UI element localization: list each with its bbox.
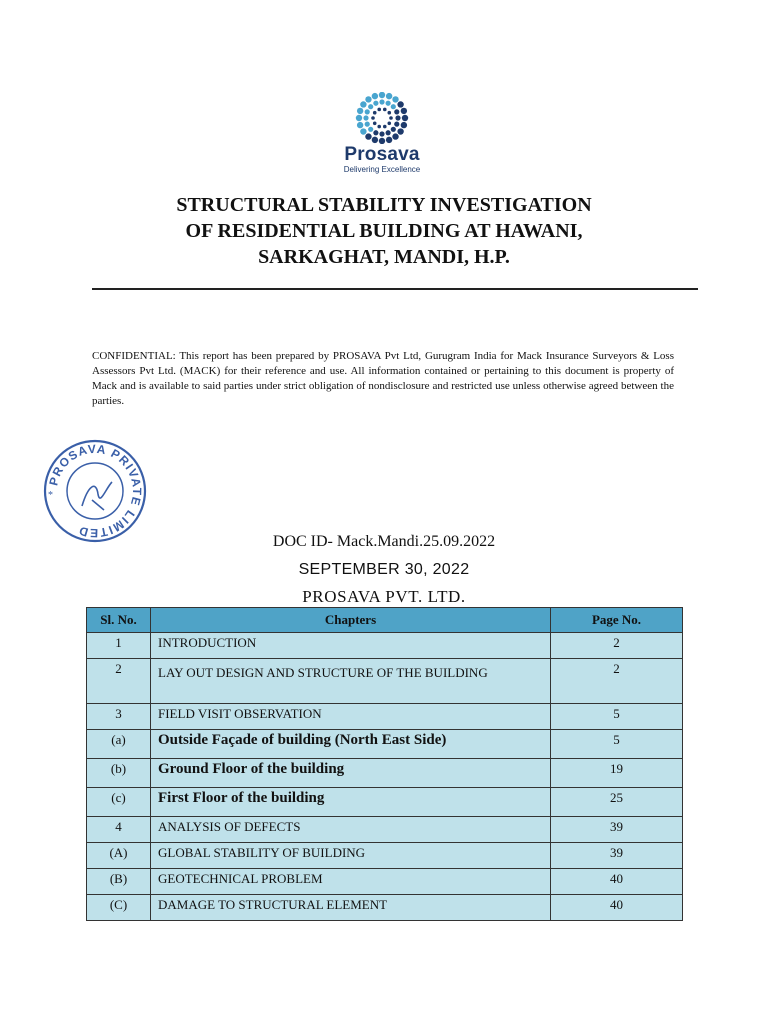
table-row <box>87 788 683 817</box>
toc-sl: 2 <box>87 659 151 704</box>
toc-sl: 3 <box>87 704 151 730</box>
table-row <box>87 730 683 759</box>
logo-dot <box>360 128 366 134</box>
seal-icon <box>40 436 150 546</box>
toc-page: 40 <box>551 869 683 895</box>
table-row <box>87 895 683 921</box>
toc-page: 39 <box>551 817 683 843</box>
toc-sl: (C) <box>87 895 151 921</box>
logo-dot <box>387 111 391 115</box>
logo-dot <box>379 99 384 104</box>
logo-dot <box>392 133 398 139</box>
toc-sl: (a) <box>87 730 151 759</box>
logo-dot <box>383 108 387 112</box>
logo-dot <box>368 127 373 132</box>
logo-dot <box>383 125 387 129</box>
toc-chapter: GLOBAL STABILITY OF BUILDING <box>151 843 551 869</box>
logo-dot <box>372 93 378 99</box>
toc-page: 25 <box>551 788 683 817</box>
toc-chapter: FIELD VISIT OBSERVATION <box>151 704 551 730</box>
logo-dot <box>365 133 371 139</box>
header-page-no: Page No. <box>551 608 683 633</box>
logo-dot <box>395 115 400 120</box>
logo-dot <box>386 93 392 99</box>
toc-page: 5 <box>551 730 683 759</box>
document-id: DOC ID- Mack.Mandi.25.09.2022 <box>272 533 496 550</box>
table-row <box>87 704 683 730</box>
prosava-logo <box>330 92 440 184</box>
logo-dot <box>373 111 377 115</box>
table-row <box>87 843 683 869</box>
toc-sl: 4 <box>87 817 151 843</box>
logo-dot <box>357 108 363 114</box>
svg-text:PROSAVA PRIVATE LIMITED: PROSAVA PRIVATE LIMITED <box>46 441 145 541</box>
toc-sl: (B) <box>87 869 151 895</box>
logo-dot <box>356 115 362 121</box>
logo-dot <box>373 121 377 125</box>
logo-dot <box>391 127 396 132</box>
svg-text:*: * <box>48 490 53 501</box>
logo-dot <box>377 108 381 112</box>
table-row <box>87 817 683 843</box>
logo-dot <box>389 116 393 120</box>
logo-dot <box>394 122 399 127</box>
logo-dot <box>387 121 391 125</box>
table-row <box>87 759 683 788</box>
table-row <box>87 633 683 659</box>
report-date: SEPTEMBER 30, 2022 <box>298 561 470 578</box>
toc-page: 2 <box>551 659 683 704</box>
toc-chapter: Outside Façade of building (North East Side) <box>151 730 551 759</box>
confidential-notice: CONFIDENTIAL: This report has been prepared by PROSAVA Pvt Ltd, Gurugram India for Mack Insurance Surveyors & Loss Assessors Pvt Ltd. (MACK) for their reference and use. All information contained or pertaining to this document is property of Mack and is available to said parties under strict obligation of nondisclosure and restricted use unless otherwise agreed between the parties. <box>92 350 674 407</box>
logo-dot <box>373 130 378 135</box>
logo-dot <box>371 116 375 120</box>
logo-dot <box>402 115 408 121</box>
toc-sl: (c) <box>87 788 151 817</box>
title-divider <box>92 288 698 290</box>
toc-chapter: DAMAGE TO STRUCTURAL ELEMENT <box>151 895 551 921</box>
header-chapters: Chapters <box>151 608 551 633</box>
logo-dot <box>386 137 392 143</box>
logo-dot <box>365 96 371 102</box>
company-seal <box>40 436 150 546</box>
dot-ring-icon <box>344 92 420 144</box>
table-of-contents <box>86 607 683 921</box>
logo-dot <box>379 131 384 136</box>
table-row <box>87 659 683 704</box>
report-title <box>90 192 678 270</box>
toc-header-row <box>87 608 683 633</box>
logo-dot <box>401 122 407 128</box>
logo-dot <box>379 92 385 98</box>
logo-dot <box>397 128 403 134</box>
logo-dot <box>357 122 363 128</box>
logo-dot <box>377 125 381 129</box>
logo-dot <box>368 104 373 109</box>
toc-page: 19 <box>551 759 683 788</box>
logo-dot <box>401 108 407 114</box>
logo-dot <box>365 109 370 114</box>
logo-dot <box>391 104 396 109</box>
toc-chapter: ANALYSIS OF DEFECTS <box>151 817 551 843</box>
title-line-2: OF RESIDENTIAL BUILDING AT HAWANI, <box>185 220 583 242</box>
logo-tagline: Delivering Excellence <box>343 165 421 174</box>
toc-chapter: GEOTECHNICAL PROBLEM <box>151 869 551 895</box>
toc-page: 40 <box>551 895 683 921</box>
table-row <box>87 869 683 895</box>
logo-dot <box>392 96 398 102</box>
toc-chapter: First Floor of the building <box>151 788 551 817</box>
title-line-3: SARKAGHAT, MANDI, H.P. <box>258 246 510 268</box>
toc-chapter: Ground Floor of the building <box>151 759 551 788</box>
header-sl-no: Sl. No. <box>87 608 151 633</box>
logo-name: Prosava <box>344 144 420 165</box>
logo-dot <box>397 101 403 107</box>
toc-page: 39 <box>551 843 683 869</box>
toc-page: 5 <box>551 704 683 730</box>
logo-dot <box>363 115 368 120</box>
toc-chapter: INTRODUCTION <box>151 633 551 659</box>
toc-page: 2 <box>551 633 683 659</box>
toc-sl: 1 <box>87 633 151 659</box>
logo-dot <box>372 137 378 143</box>
title-line-1: STRUCTURAL STABILITY INVESTIGATION <box>176 194 592 216</box>
toc-sl: (A) <box>87 843 151 869</box>
logo-dot <box>360 101 366 107</box>
logo-dot <box>365 122 370 127</box>
logo-dot <box>394 109 399 114</box>
toc-chapter: LAY OUT DESIGN AND STRUCTURE OF THE BUILDING <box>151 659 551 704</box>
logo-dot <box>373 101 378 106</box>
logo-dot <box>386 130 391 135</box>
company-name: PROSAVA PVT. LTD. <box>302 587 466 606</box>
logo-dot <box>386 101 391 106</box>
toc-sl: (b) <box>87 759 151 788</box>
